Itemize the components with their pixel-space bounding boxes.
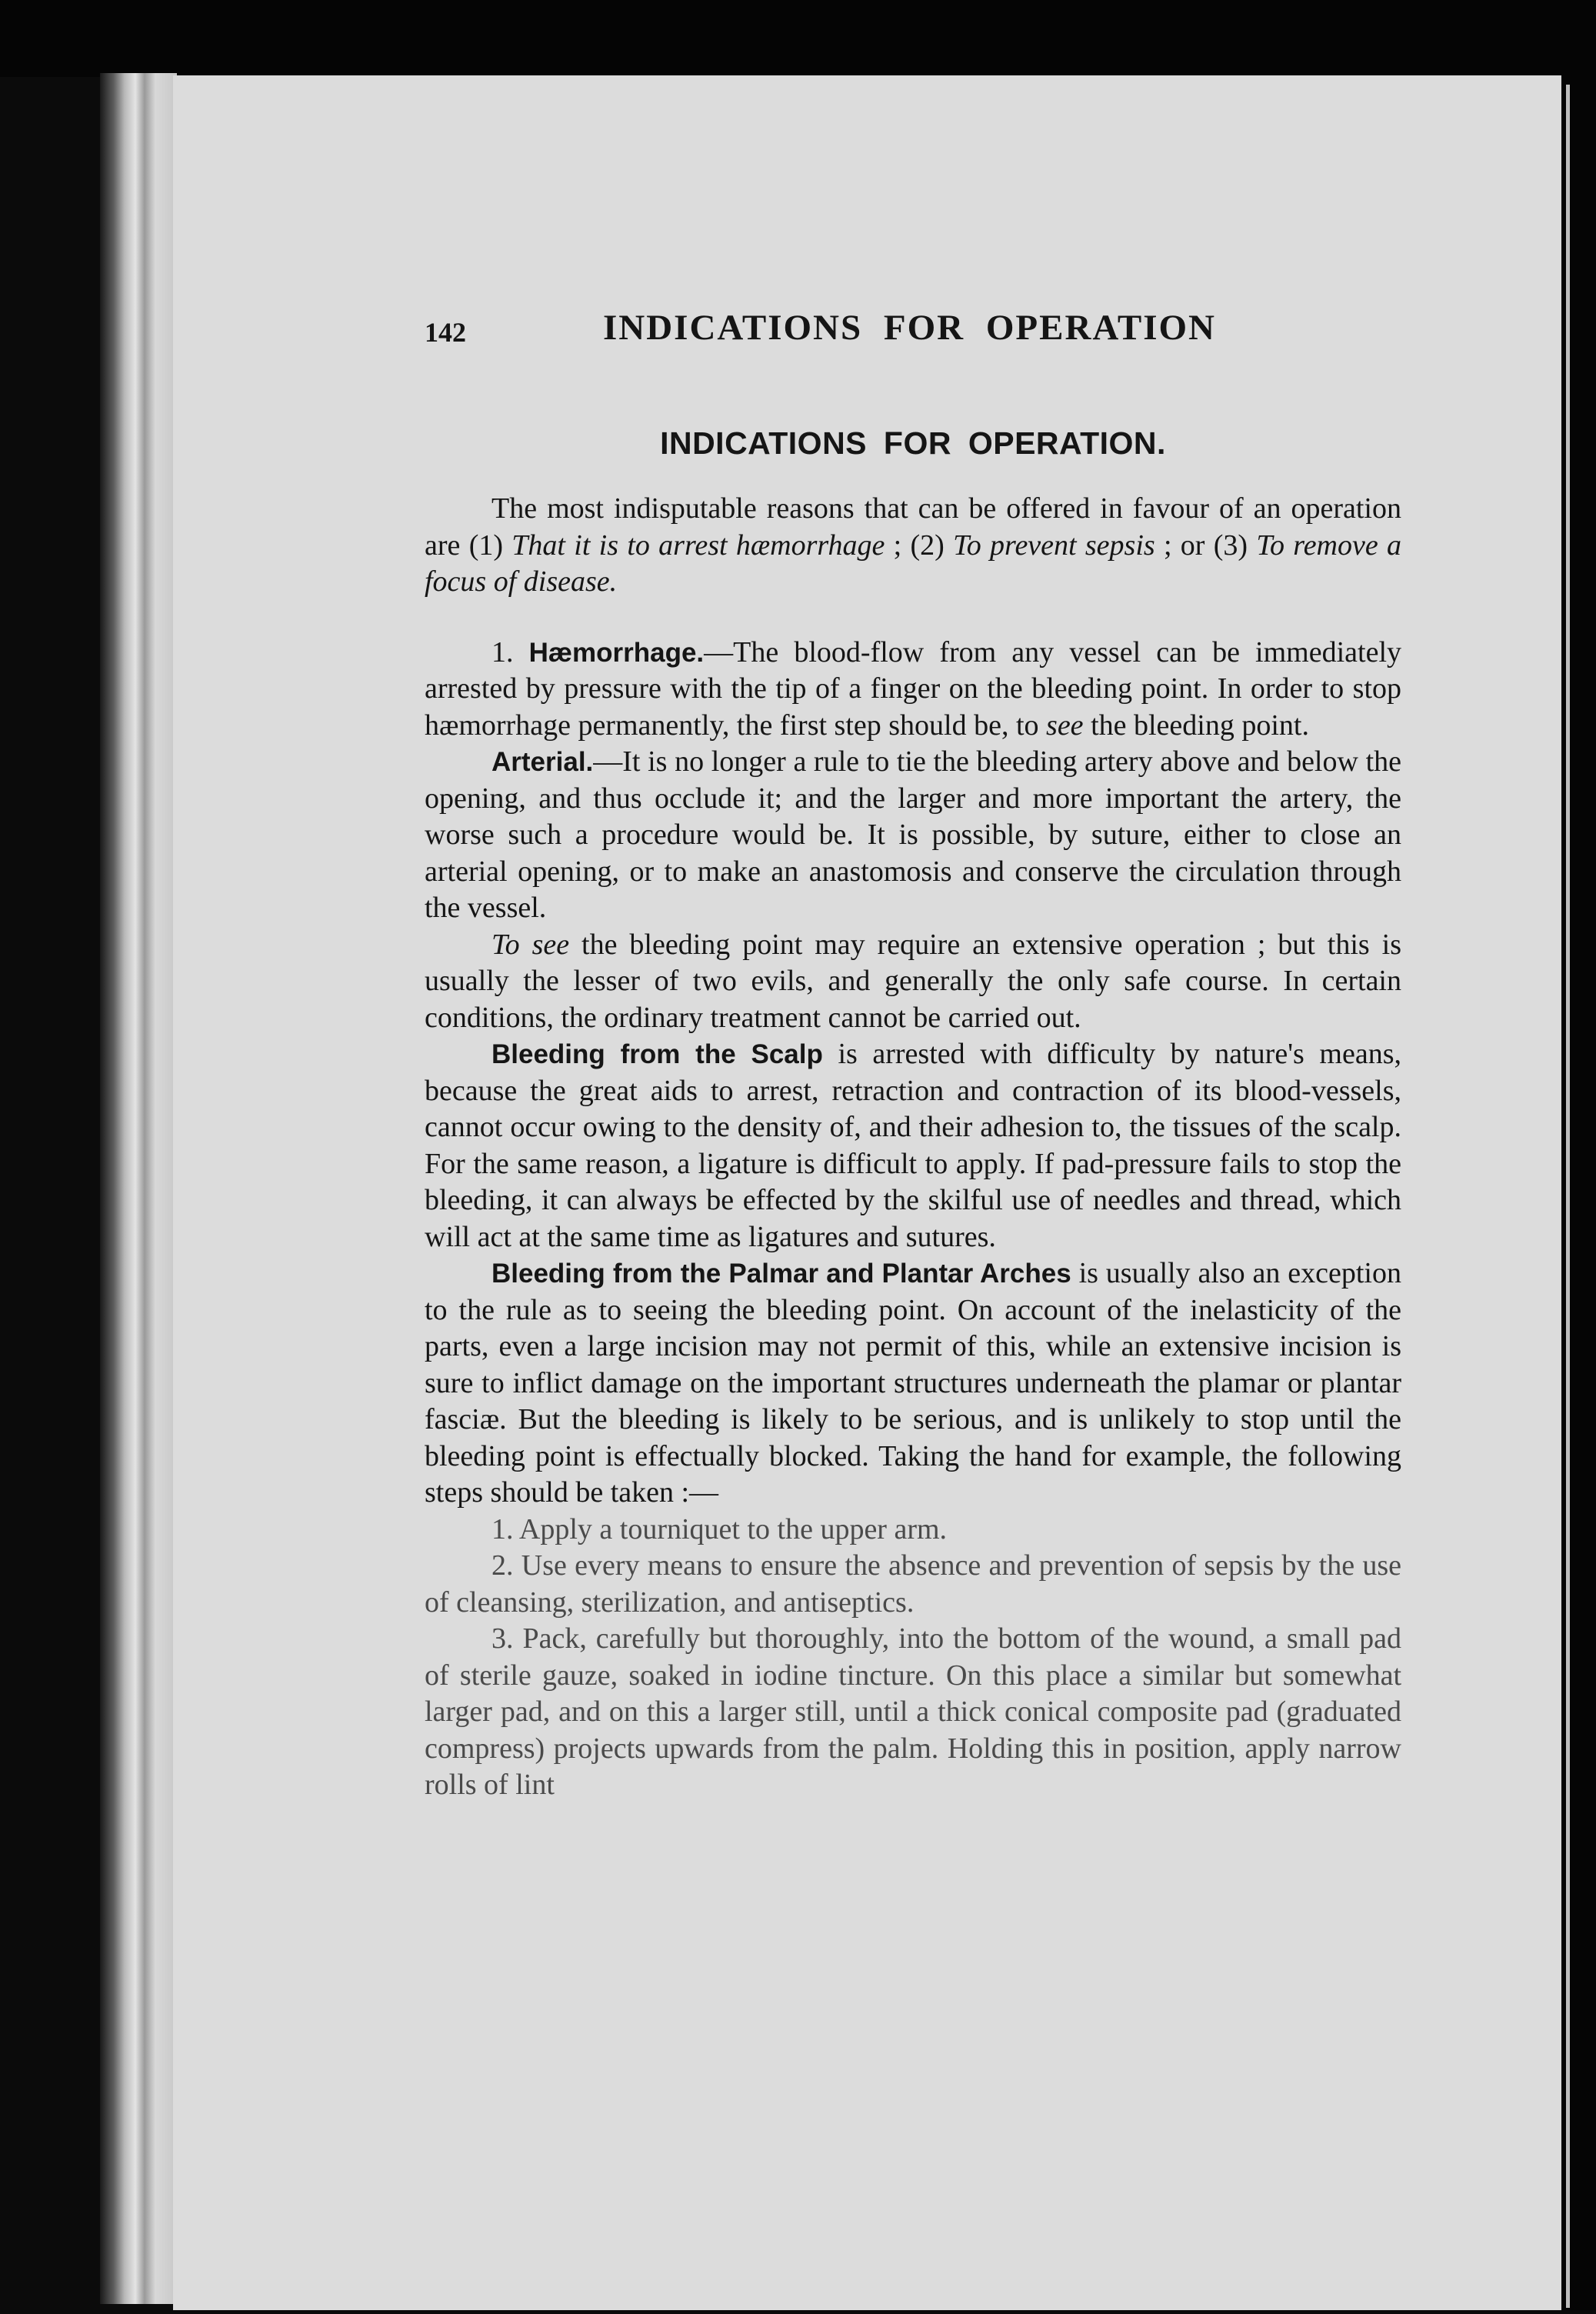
- scan-top-border: [0, 0, 1596, 77]
- intro-text: The most indisputable reasons that can be offered in favour of an operation are: [425, 492, 1401, 562]
- scalp-heading: Bleeding from the Scalp: [491, 1039, 823, 1069]
- reason-1: That it is to arrest hæmorrhage: [511, 528, 885, 562]
- running-head: [425, 304, 1401, 358]
- page-content: [425, 304, 1401, 1804]
- palmar-paragraph: [425, 1255, 1401, 1512]
- reason-2: To prevent sepsis: [953, 528, 1155, 562]
- haemorrhage-paragraph: [425, 635, 1401, 745]
- step-1: 1. Apply a tourniquet to the upper arm.: [491, 1512, 948, 1545]
- palmar-text: is usually also an exception to the rule as to seeing the bleeding point. On account of the inelasticity of the parts, even a large incision may not permit of this, while an extensive incision is sure to inflict damage on the important structures underneath the plamar or plantar fasciæ. But the bleeding is likely to be serious, and is unlikely to stop until the bleeding point is effectually blocked. Taking the hand for example, the following steps should be taken :—: [425, 1257, 1401, 1509]
- reason-2-number: (2): [910, 528, 954, 562]
- book-spine-edge: [100, 73, 177, 2304]
- haemorrhage-heading: Hæmorrhage.: [528, 637, 705, 668]
- arterial-text: —It is no longer a rule to tie the bleeding artery above and below the opening, and thus occlude it; and the larger and more important the artery, the worse such a procedure would be. It is possible, by suture, either to close an arterial opening, or to make an anastomosis and conserve the circulation through the vessel.: [425, 745, 1401, 924]
- section-heading: INDICATIONS FOR OPERATION.: [660, 425, 1166, 461]
- step-2: 2. Use every means to ensure the absence and prevention of sepsis by the use of cleansing, sterilization, and antiseptics.: [425, 1549, 1401, 1619]
- reason-3: To remove a focus of disease.: [425, 528, 1402, 598]
- page-edge-line: [1566, 85, 1570, 2308]
- arterial-heading: Arterial.: [491, 747, 594, 777]
- separator: ;: [885, 528, 911, 562]
- palmar-heading: Bleeding from the Palmar and Plantar Arches: [491, 1259, 1071, 1289]
- to-see-emphasis: To see: [491, 928, 570, 961]
- haemorrhage-number: 1.: [491, 635, 529, 669]
- arterial-paragraph: [425, 744, 1401, 927]
- page-number: 142: [425, 317, 466, 348]
- scalp-paragraph: [425, 1036, 1401, 1255]
- reason-1-number: (1): [468, 528, 512, 562]
- haemorrhage-text-end: the bleeding point.: [1083, 709, 1309, 742]
- haemorrhage-text: —The blood-flow from any vessel can be immediately arrested by pressure with the tip of a finger on the bleeding point. In order to stop hæmorrhage permanently, the first step should be, to: [425, 635, 1401, 742]
- to-see-paragraph: [425, 927, 1401, 1037]
- step-3: 3. Pack, carefully but thoroughly, into the bottom of the wound, a small pad of sterile gauze, soaked in iodine tincture. On this place a similar but somewhat larger pad, and on this a larger still, until a thick conical composite pad (graduated compress) projects upwards from the palm. Holding this in position, apply narrow rolls of lint: [425, 1622, 1401, 1801]
- scalp-text: is arrested with difficulty by nature's means, because the great aids to arrest, retraction and contraction of its blood-vessels, cannot occur owing to the density of, and their adhesion to, the tissues of the scalp. For the same reason, a ligature is difficult to apply. If pad-pressure fails to stop the bleeding, it can always be effected by the skilful use of needles and thread, which will act at the same time as ligatures and sutures.: [425, 1038, 1401, 1253]
- intro-paragraph: [425, 491, 1401, 601]
- haemorrhage-emphasis: see: [1046, 709, 1084, 742]
- to-see-text: the bleeding point may require an extensive operation ; but this is usually the lesser of two evils, and generally the only safe course. In certain conditions, the ordinary treatment cannot be carried out.: [425, 928, 1401, 1034]
- reason-3-number: (3): [1213, 528, 1257, 562]
- running-title: INDICATIONS FOR OPERATION: [603, 308, 1216, 348]
- separator: ; or: [1155, 528, 1214, 562]
